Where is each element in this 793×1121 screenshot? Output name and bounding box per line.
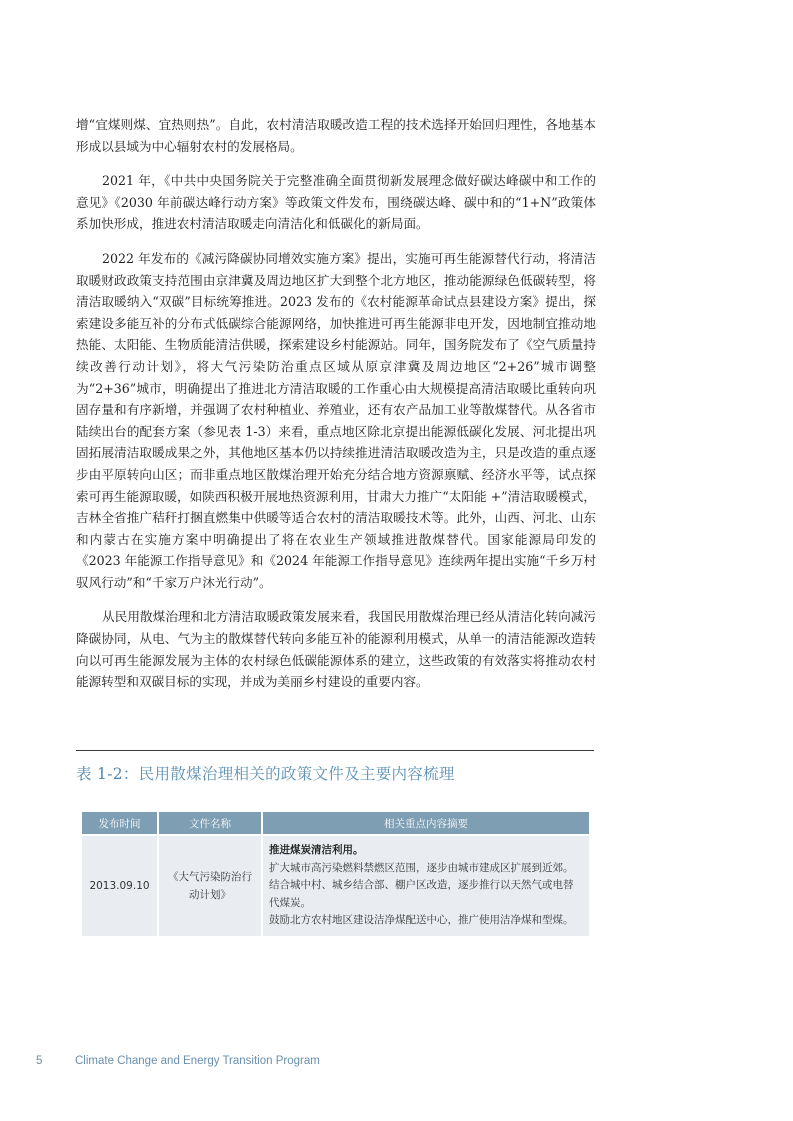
section-divider (76, 750, 594, 751)
paragraph-2: 2021 年，《中共中央国务院关于完整准确全面贯彻新发展理念做好碳达峰碳中和工作的意见》《2030 年前碳达峰行动方案》等政策文件发布，围绕碳达峰、碳中和的“1+N”政策体系加快形成，推进农村清洁取暖走向清洁化和低碳化的新局面。 (76, 173, 596, 232)
table-row (82, 836, 589, 936)
policy-table (80, 810, 591, 938)
header-document: 文件名称 (159, 812, 261, 834)
table-header-row (82, 812, 589, 834)
paragraph-1: 增“宜煤则煤、宜热则热”。自此，农村清洁取暖改造工程的技术选择开始回归理性，各地基本形成以县域为中心辐射农村的发展格局。 (76, 117, 596, 154)
summary-item-2: 鼓励北方农村地区建设洁净煤配送中心，推广使用洁净煤和型煤。 (269, 914, 574, 926)
summary-item-1: 扩大城市高污染燃料禁燃区范围，逐步由城市建成区扩展到近郊。结合城中村、城乡结合部、棚户区改造，逐步推行以天然气或电替代煤炭。 (269, 861, 574, 909)
cell-date: 2013.09.10 (82, 836, 157, 936)
page-number: 5 (36, 1055, 43, 1067)
header-summary: 相关重点内容摘要 (263, 812, 589, 834)
program-name: Climate Change and Energy Transition Program (75, 1055, 320, 1067)
table-number: 表 1-2： (76, 765, 139, 783)
table-caption: 民用散煤治理相关的政策文件及主要内容梳理 (138, 765, 455, 783)
paragraph-4: 从民用散煤治理和北方清洁取暖政策发展来看，我国民用散煤治理已经从清洁化转向减污降碳协同，从电、气为主的散煤替代转向多能互补的能源利用模式，从单一的清洁能源改造转向以可再生能源发展为主体的农村绿色低碳能源体系的建立，这些政策的有效落实将推动农村能源转型和双碳目标的实现，并成为美丽乡村建设的重要内容。 (76, 609, 596, 690)
cell-document: 《大气污染防治行动计划》 (159, 836, 261, 936)
cell-summary (263, 836, 589, 936)
page-footer (36, 1055, 320, 1067)
body-text (76, 114, 596, 706)
summary-lead: 推进煤炭清洁利用。 (269, 844, 364, 856)
table-title (76, 762, 594, 784)
header-date: 发布时间 (82, 812, 157, 834)
paragraph-3: 2022 年发布的《减污降碳协同增效实施方案》提出，实施可再生能源替代行动，将清洁取暖财政政策支持范围由京津冀及周边地区扩大到整个北方地区，推动能源绿色低碳转型，将清洁取暖纳入“双碳”目标统筹推进。2023 发布的《农村能源革命试点县建设方案》提出，探索建设多能互补的分布式低碳综合能源网络，加快推进可再生能源非电开发，因地制宜推动地热能、太阳能、生物质能清洁供暖，探索建设乡村能源站。同年，国务院发布了《空气质量持续改善行动计划》，将大气污染防治重点区域从原京津冀及周边地区“2+26”城市调整为“2+36”城市，明确提出了推进北方清洁取暖的工作重心由大规模提高清洁取暖比重转向巩固存量和有序新增，并强调了农村种植业、养殖业，还有农产品加工业等散煤替代。从各省市陆续出台的配套方案（参见表 1-3）来看，重点地区除北京提出能源低碳化发展、河北提出巩固拓展清洁取暖成果之外，其他地区基本仍以持续推进清洁取暖改造为主，只是改造的重点逐步由平原转向山区；而非重点地区散煤治理开始充分结合地方资源禀赋、经济水平等，试点探索可再生能源取暖，如陕西积极开展地热资源利用，甘肃大力推广“太阳能 +”清洁取暖模式，吉林全省推广秸秆打捆直燃集中供暖等适合农村的清洁取暖技术等。此外，山西、河北、山东和内蒙古在实施方案中明确提出了将在农业生产领域推进散煤替代。国家能源局印发的《2023 年能源工作指导意见》和《2024 年能源工作指导意见》连续两年提出实施“千乡万村驭风行动”和“千家万户沐光行动”。 (76, 250, 596, 590)
